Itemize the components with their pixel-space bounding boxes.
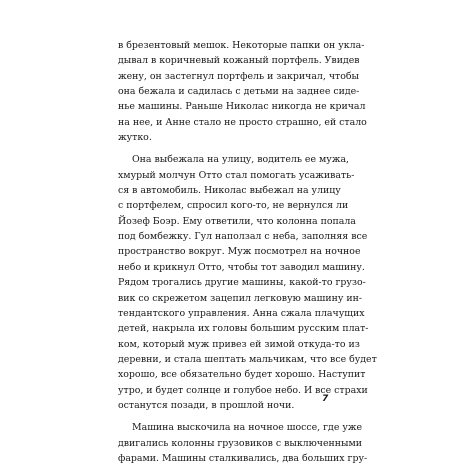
text-line: двигались колонны грузовиков с выключенными [118, 437, 363, 449]
paragraph-1 [118, 38, 367, 145]
text-line: ком, который муж привез ей зимой откуда-то из [118, 338, 360, 350]
text-line: с портфелем, спросил кого-то, не вернулся ли [118, 200, 349, 212]
text-line: она бежала и садилась с детьми на заднее сиде- [118, 86, 360, 98]
text-line: под бомбежку. Гул наползал с неба, заполняя все [118, 231, 368, 243]
text-line: Йозеф Боэр. Ему ответили, что колонна попала [118, 215, 356, 227]
text-line: тендантского управления. Анна сжала плачущих [118, 307, 365, 319]
text-line: хмурый молчун Отто стал помогать усаживать- [118, 169, 355, 181]
text-line: Рядом трогались другие машины, какой-то грузо- [118, 277, 366, 289]
paragraph-gap [118, 413, 330, 420]
text-line: вик со скрежетом зацепил легковую машину ин- [118, 292, 362, 304]
text-line: нье машины. Раньше Николас никогда не кричал [118, 101, 366, 113]
text-line: хорошо, все обязательно будет хорошо. Наступит [118, 369, 366, 381]
text-line: на нее, и Анне стало не просто страшно, ей стало [118, 116, 367, 128]
text-line: деревни, и стала шептать мальчикам, что все будет [118, 353, 377, 365]
text-line: Машина выскочила на ночное шоссе, где уже [132, 422, 363, 434]
text-line: фарами. Машины сталкивались, два больших гру- [118, 452, 368, 464]
paragraph-2 [118, 152, 377, 413]
paragraph-3 [118, 420, 368, 466]
text-line: Она выбежала на улицу, водитель ее мужа, [132, 154, 350, 166]
body-text [118, 38, 377, 466]
text-line: детей, накрыла их головы большим русским плат- [118, 323, 369, 335]
text-line: дывал в коричневый кожаный портфель. Увидев [118, 55, 360, 67]
text-line: останутся позади, в прошлой ночи. [118, 399, 295, 411]
text-line: жутко. [118, 132, 152, 144]
text-line: утро, и будет солнце и голубое небо. И все страхи [118, 384, 368, 396]
text-line: в брезентовый мешок. Некоторые папки он укла- [118, 40, 365, 51]
page-number: 7 [322, 394, 329, 404]
text-line: ся в автомобиль. Николас выбежал на улицу [118, 185, 341, 197]
paragraph-gap [118, 145, 330, 152]
text-line: пространство вокруг. Муж посмотрел на ночное [118, 246, 361, 258]
text-line: жену, он застегнул портфель и закричал, чтобы [118, 70, 359, 82]
text-line: небо и крикнул Отто, чтобы тот заводил машину. [118, 261, 365, 273]
